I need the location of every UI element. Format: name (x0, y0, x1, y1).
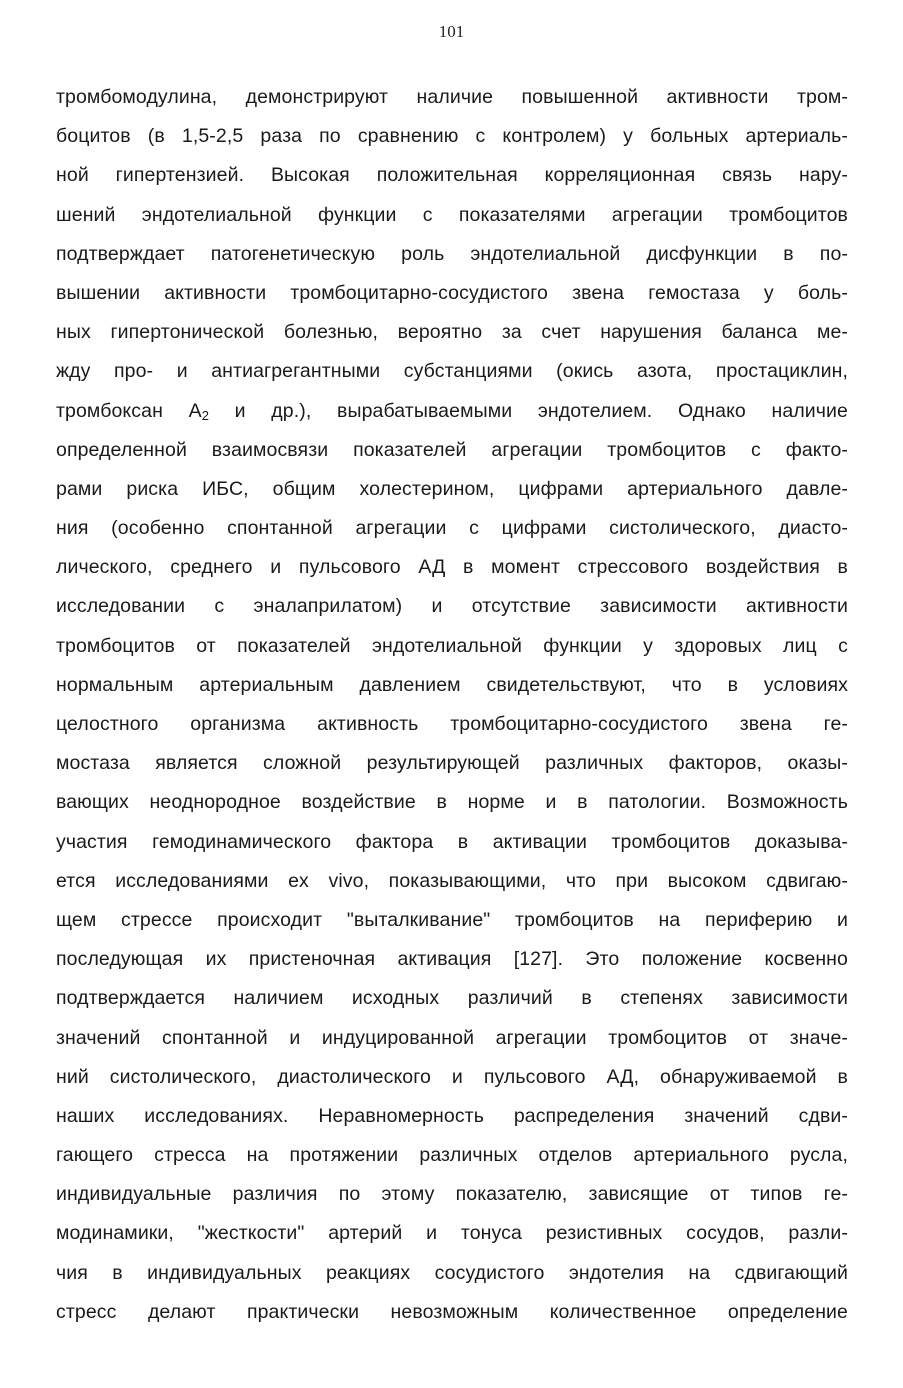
text-line: лического, среднего и пульсового АД в момент стрессового воздействия в (56, 556, 848, 579)
subscript: 2 (201, 407, 210, 423)
text-line: ния (особенно спонтанной агрегации с цифрами систолического, диасто- (56, 517, 848, 540)
text-line: подтверждается наличием исходных различий в степенях зависимости (56, 987, 848, 1010)
text-line: рами риска ИБС, общим холестерином, цифрами артериального давле- (56, 477, 848, 500)
text-line: вышении активности тромбоцитарно-сосудистого звена гемостаза у боль- (56, 281, 848, 304)
text-line: индивидуальные различия по этому показателю, зависящие от типов ге- (56, 1183, 848, 1206)
text-line: ных гипертонической болезнью, вероятно за счет нарушения баланса ме- (56, 321, 848, 344)
text-line: подтверждает патогенетическую роль эндотелиальной дисфункции в по- (56, 242, 848, 265)
text-line: щем стрессе происходит "выталкивание" тромбоцитов на периферию и (56, 908, 848, 931)
text-line: стресс делают практически невозможным количественное определение (56, 1300, 848, 1323)
text-line: последующая их пристеночная активация [127]. Это положение косвенно (56, 948, 848, 971)
text-line: боцитов (в 1,5-2,5 раза по сравнению с контролем) у больных артериаль- (56, 125, 848, 148)
text-line: участия гемодинамического фактора в активации тромбоцитов доказыва- (56, 830, 848, 853)
text-segment: тромбоксан А (56, 399, 202, 422)
text-line: наших исследованиях. Неравномерность распределения значений сдви- (56, 1104, 848, 1127)
text-line: чия в индивидуальных реакциях сосудистого эндотелия на сдвигающий (56, 1261, 848, 1284)
text-line: исследовании с эналаприлатом) и отсутствие зависимости активности (56, 595, 848, 618)
text-line: ется исследованиями ex vivo, показывающими, что при высоком сдвигаю- (56, 869, 848, 892)
body-paragraph (56, 78, 848, 1332)
text-line: ний систолического, диастолического и пульсового АД, обнаруживаемой в (56, 1065, 848, 1088)
text-line: модинамики, "жесткости" артерий и тонуса резистивных сосудов, разли- (56, 1222, 848, 1245)
text-line: мостаза является сложной результирующей различных факторов, оказы- (56, 752, 848, 775)
page-number: 101 (438, 22, 465, 41)
text-line: нормальным артериальным давлением свидетельствуют, что в условиях (56, 673, 848, 696)
text-line: гающего стресса на протяжении различных отделов артериального русла, (56, 1144, 848, 1167)
text-line: определенной взаимосвязи показателей агрегации тромбоцитов с факто- (56, 438, 848, 461)
text-line: значений спонтанной и индуцированной агрегации тромбоцитов от значе- (56, 1026, 848, 1049)
text-line: тромбомодулина, демонстрируют наличие повышенной активности тром- (56, 86, 848, 108)
text-line: вающих неоднородное воздействие в норме и в патологии. Возможность (56, 791, 848, 814)
text-line: тромбоцитов от показателей эндотелиальной функции у здоровых лиц с (56, 634, 848, 657)
text-line (56, 392, 848, 431)
text-line: целостного организма активность тромбоцитарно-сосудистого звена ге- (56, 713, 848, 735)
text-line: ной гипертензией. Высокая положительная корреляционная связь нару- (56, 164, 848, 187)
text-segment: и др.), вырабатываемыми эндотелием. Однако наличие (209, 399, 848, 422)
text-line: шений эндотелиальной функции с показателями агрегации тромбоцитов (56, 203, 848, 226)
text-line: жду про- и антиагрегантными субстанциями (окись азота, простациклин, (56, 360, 848, 383)
